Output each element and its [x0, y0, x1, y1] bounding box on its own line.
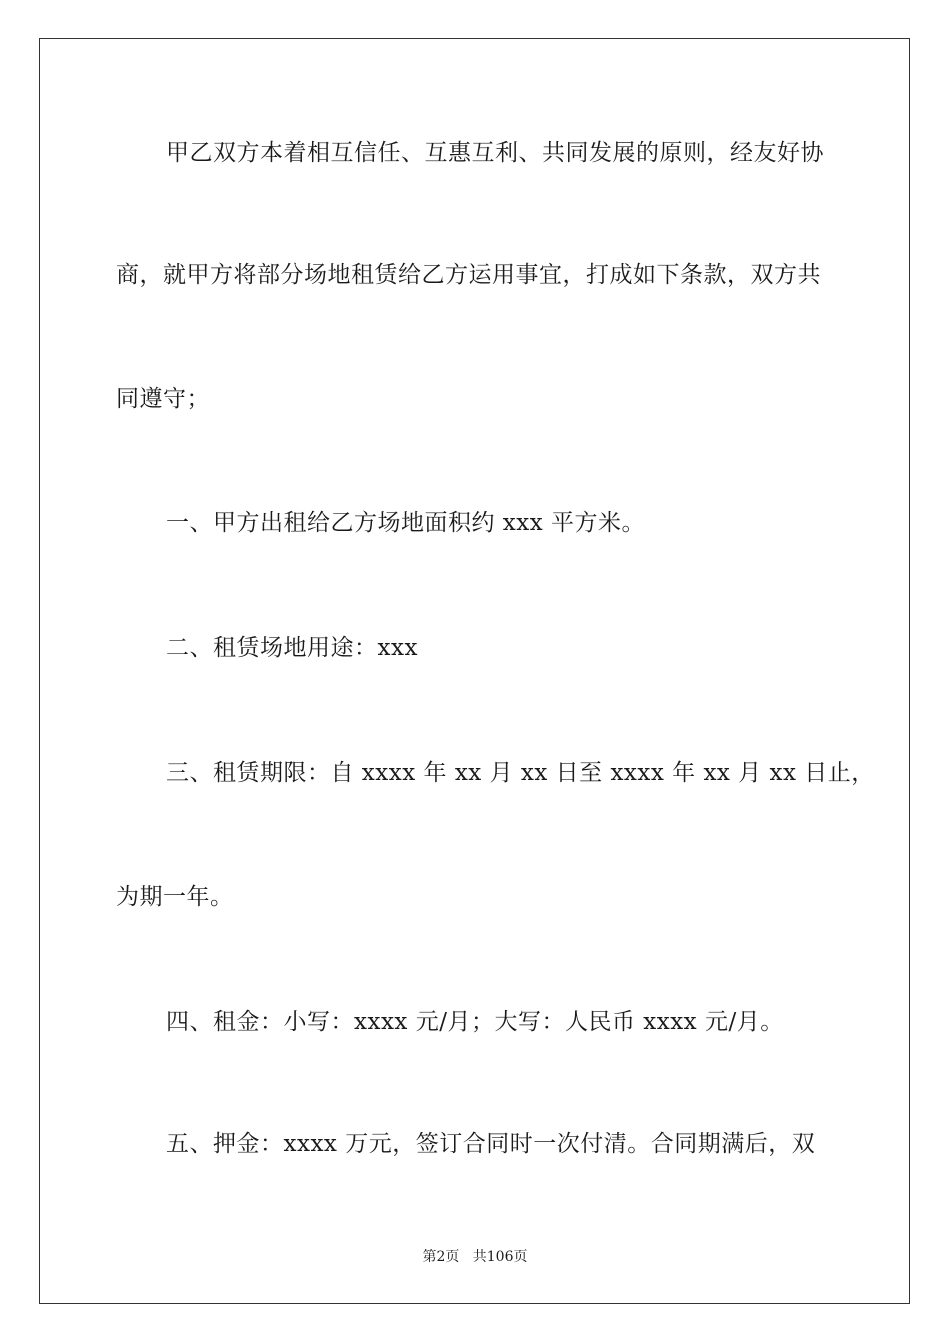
- clause-2-purpose: 二、租赁场地用途：xxx: [166, 635, 418, 661]
- page-number-footer: 第2页 共106页: [422, 1249, 528, 1265]
- clause-4-rent: 四、租金：小写：xxxx 元/月；大写：人民币 xxxx 元/月。: [166, 1009, 784, 1035]
- paragraph-intro-line-2: 商，就甲方将部分场地租赁给乙方运用事宜，打成如下条款，双方共: [116, 262, 821, 288]
- paragraph-intro-line-3: 同遵守；: [116, 386, 210, 412]
- clause-3-term-line-1: 三、租赁期限：自 xxxx 年 xx 月 xx 日至 xxxx 年 xx 月 xx 日止，: [166, 760, 875, 786]
- clause-3-term-line-2: 为期一年。: [116, 884, 234, 910]
- page-border: [39, 38, 910, 1304]
- paragraph-intro-line-1: 甲乙双方本着相互信任、互惠互利、共同发展的原则，经友好协: [166, 140, 824, 166]
- clause-5-deposit-line-1: 五、押金：xxxx 万元，签订合同时一次付清。合同期满后，双: [166, 1131, 816, 1157]
- clause-1-area: 一、甲方出租给乙方场地面积约 xxx 平方米。: [166, 510, 646, 536]
